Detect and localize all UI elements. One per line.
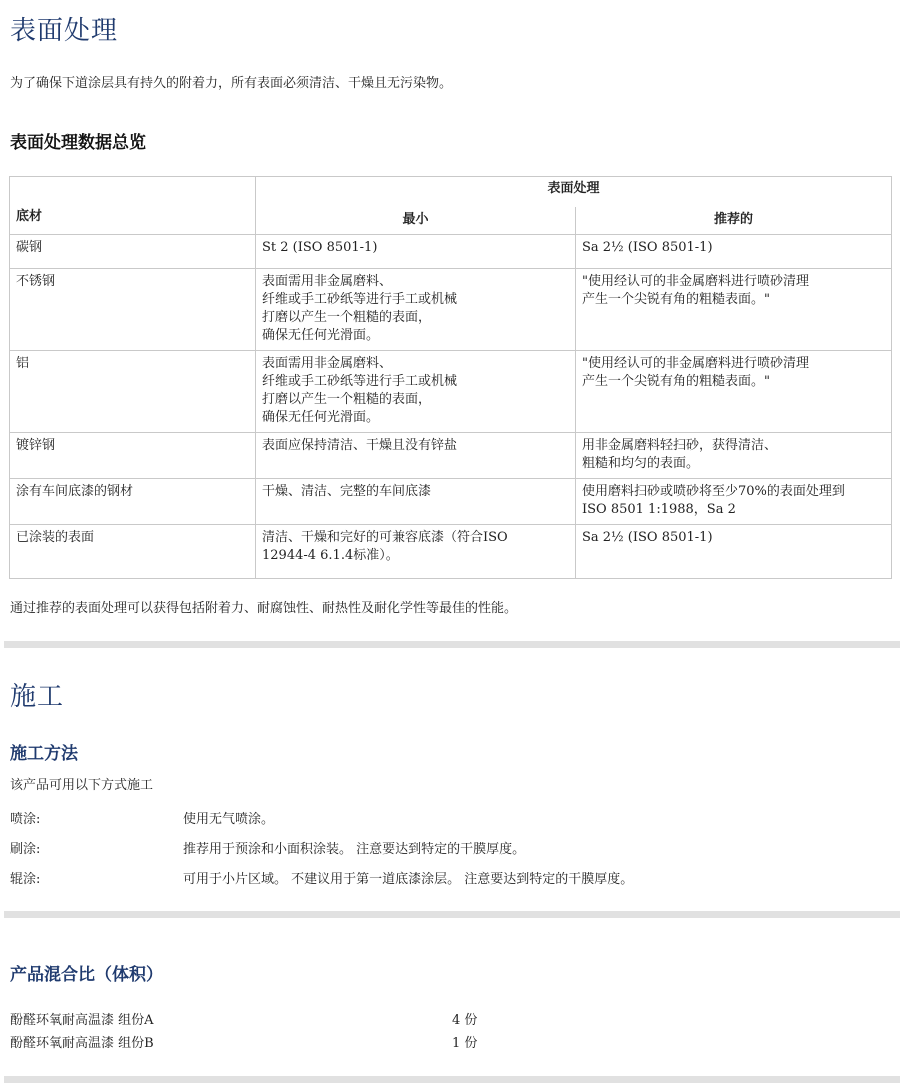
cell-rec	[576, 433, 892, 479]
cell-line: 使用磨料扫砂或喷砂将至少70%的表面处理到	[582, 484, 845, 499]
method-row-roller	[10, 868, 890, 888]
method-text: 可用于小片区域。 不建议用于第一道底漆涂层。 注意要达到特定的干膜厚度。	[183, 872, 634, 887]
cell-line: 表面应保持清洁、干燥且没有锌盐	[262, 438, 458, 453]
cell-line: 确保无任何光滑面。	[262, 410, 380, 425]
col-header-rec: 推荐的	[576, 207, 892, 235]
cell-min	[256, 235, 576, 269]
cell-line: 清洁、干燥和完好的可兼容底漆（符合ISO	[262, 530, 508, 545]
method-text: 推荐用于预涂和小面积涂装。 注意要达到特定的干膜厚度。	[183, 842, 526, 857]
cell-rec	[576, 269, 892, 351]
cell-substrate: 不锈钢	[10, 269, 256, 351]
mix-label: 酚醛环氧耐高温漆 组份B	[10, 1036, 154, 1051]
method-row-brush	[10, 838, 890, 858]
method-title: 施工方法	[10, 744, 78, 764]
cell-line: 纤维或手工砂纸等进行手工或机械	[262, 292, 458, 307]
surface-title: 表面处理	[10, 16, 119, 46]
method-row-spray	[10, 808, 890, 828]
method-text: 使用无气喷涂。	[183, 812, 275, 827]
cell-line: ISO 8501 1:1988，Sa 2	[582, 502, 736, 517]
table-row	[10, 525, 892, 579]
mix-label: 酚醛环氧耐高温漆 组份A	[10, 1013, 154, 1028]
cell-line: 打磨以产生一个粗糙的表面，	[262, 392, 432, 407]
mix-value: 4 份	[452, 1013, 478, 1028]
cell-rec	[576, 235, 892, 269]
cell-line: 打磨以产生一个粗糙的表面，	[262, 310, 432, 325]
cell-rec	[576, 351, 892, 433]
cell-line: 表面需用非金属磨料、	[262, 356, 393, 371]
cell-substrate: 铝	[10, 351, 256, 433]
cell-rec	[576, 525, 892, 579]
cell-line: "使用经认可的非金属磨料进行喷砂清理	[582, 274, 809, 289]
cell-substrate: 已涂装的表面	[10, 525, 256, 579]
mix-row	[10, 1009, 890, 1029]
table-row	[10, 479, 892, 525]
mix-value: 1 份	[452, 1036, 478, 1051]
cell-min	[256, 525, 576, 579]
col-header-substrate: 底材	[10, 177, 256, 235]
table-row	[10, 351, 892, 433]
cell-line: 表面需用非金属磨料、	[262, 274, 393, 289]
method-intro: 该产品可用以下方式施工	[10, 778, 154, 793]
application-title: 施工	[10, 682, 65, 712]
mix-title: 产品混合比（体积）	[10, 965, 163, 985]
cell-min	[256, 433, 576, 479]
mix-row	[10, 1032, 890, 1052]
cell-line: "使用经认可的非金属磨料进行喷砂清理	[582, 356, 809, 371]
table-row	[10, 235, 892, 269]
col-header-min: 最小	[256, 207, 576, 235]
method-label: 刷涂:	[10, 842, 41, 857]
cell-substrate: 碳钢	[10, 235, 256, 269]
section-divider	[4, 1076, 900, 1083]
cell-line: 12944-4 6.1.4标准）。	[262, 548, 399, 563]
surface-footer: 通过推荐的表面处理可以获得包括附着力、耐腐蚀性、耐热性及耐化学性等最佳的性能。	[10, 601, 518, 616]
table-row	[10, 269, 892, 351]
method-label: 喷涂:	[10, 812, 41, 827]
cell-min	[256, 269, 576, 351]
cell-rec	[576, 479, 892, 525]
table-body	[10, 235, 892, 579]
cell-min	[256, 479, 576, 525]
section-divider	[4, 641, 900, 648]
cell-substrate: 涂有车间底漆的钢材	[10, 479, 256, 525]
cell-line: Sa 2½ (ISO 8501-1)	[582, 530, 713, 545]
cell-line: 确保无任何光滑面。	[262, 328, 380, 343]
cell-min	[256, 351, 576, 433]
summary-title: 表面处理数据总览	[10, 133, 146, 153]
col-group-header: 表面处理	[256, 177, 892, 208]
surface-intro: 为了确保下道涂层具有持久的附着力，所有表面必须清洁、干燥且无污染物。	[10, 76, 453, 91]
cell-line: St 2 (ISO 8501-1)	[262, 240, 378, 255]
section-divider	[4, 911, 900, 918]
table-row	[10, 433, 892, 479]
surface-prep-table	[9, 176, 892, 579]
cell-line: 用非金属磨料轻扫砂，获得清洁、	[582, 438, 778, 453]
cell-line: Sa 2½ (ISO 8501-1)	[582, 240, 713, 255]
cell-line: 粗糙和均匀的表面。	[582, 456, 700, 471]
cell-line: 产生一个尖锐有角的粗糙表面。"	[582, 292, 770, 307]
cell-line: 纤维或手工砂纸等进行手工或机械	[262, 374, 458, 389]
method-label: 辊涂:	[10, 872, 41, 887]
cell-line: 产生一个尖锐有角的粗糙表面。"	[582, 374, 770, 389]
cell-line: 干燥、清洁、完整的车间底漆	[262, 484, 432, 499]
cell-substrate: 镀锌钢	[10, 433, 256, 479]
